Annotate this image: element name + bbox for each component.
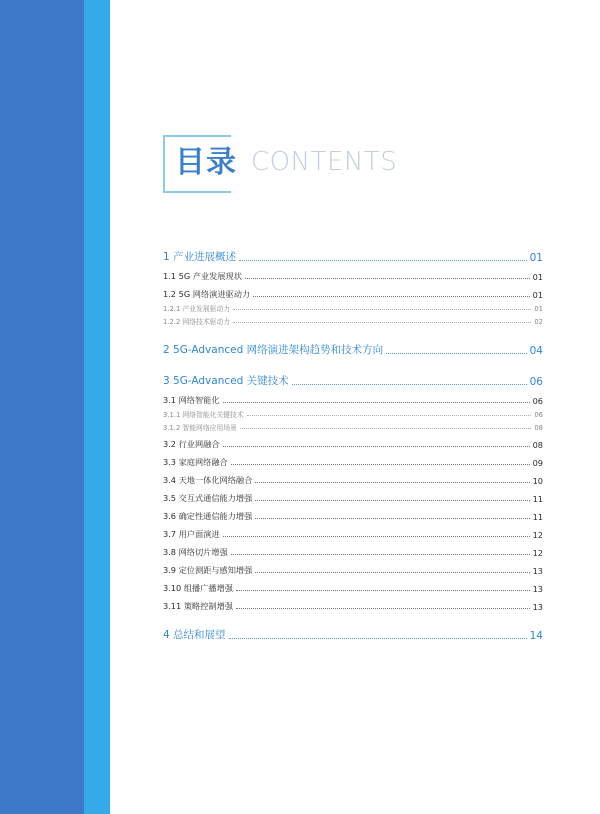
toc-entry-label: 4 总结和展望 xyxy=(163,629,226,641)
toc-entry-label: 3.2 行业网融合 xyxy=(163,439,220,449)
page-title-cn: 目录 xyxy=(175,145,237,180)
toc-dot-leader xyxy=(229,638,527,639)
toc-entry-label: 3.5 交互式通信能力增强 xyxy=(163,493,253,503)
toc-dot-leader xyxy=(255,518,529,519)
toc-entry-page: 01 xyxy=(532,272,543,282)
toc-entry-label: 3.1.2 智能网络应用场景 xyxy=(163,424,237,432)
toc-entry-label: 3.8 网络切片增强 xyxy=(163,547,228,557)
toc-dot-leader xyxy=(236,590,530,591)
toc-entry[interactable] xyxy=(163,388,543,406)
toc-entry-label: 1.2.2 网络技术驱动力 xyxy=(163,318,231,326)
toc-dot-leader xyxy=(292,384,527,385)
toc-entry-page: 01 xyxy=(529,252,543,264)
toc-entry-page: 08 xyxy=(532,440,543,450)
toc-entry-label: 3.3 家庭网络融合 xyxy=(163,457,228,467)
toc-entry-label: 3.1.1 网络智能化关键技术 xyxy=(163,411,244,419)
toc-dot-leader xyxy=(247,415,532,416)
toc-entry-page: 04 xyxy=(529,345,543,357)
toc-dot-leader xyxy=(223,536,530,537)
toc-entry[interactable] xyxy=(163,558,543,576)
toc-entry-page: 01 xyxy=(534,305,543,313)
toc-entry-label: 3.1 网络智能化 xyxy=(163,395,220,405)
toc-dot-leader xyxy=(231,464,530,465)
toc-entry[interactable] xyxy=(163,300,543,313)
toc-dot-leader xyxy=(223,402,530,403)
toc-entry-page: 02 xyxy=(534,318,543,326)
toc-entry-page: 09 xyxy=(532,458,543,468)
toc-entry[interactable] xyxy=(163,282,543,300)
toc-entry-page: 12 xyxy=(532,548,543,558)
toc-entry-page: 13 xyxy=(532,584,543,594)
toc-dot-leader xyxy=(386,353,527,354)
toc-entry-page: 10 xyxy=(532,476,543,486)
toc-entry-label: 3.10 组播广播增强 xyxy=(163,583,233,593)
toc-entry-page: 12 xyxy=(532,530,543,540)
toc-entry[interactable] xyxy=(163,576,543,594)
toc-entry[interactable] xyxy=(163,594,543,612)
toc-dot-leader xyxy=(233,309,531,310)
toc-entry[interactable] xyxy=(163,368,543,388)
toc-entry[interactable] xyxy=(163,337,543,357)
toc-dot-leader xyxy=(255,572,529,573)
toc-entry-page: 06 xyxy=(529,376,543,388)
left-dark-bar xyxy=(0,0,84,814)
toc-entry-page: 11 xyxy=(532,512,543,522)
toc-entry[interactable] xyxy=(163,622,543,642)
toc-entry-label: 3.7 用户面演进 xyxy=(163,529,220,539)
toc-entry[interactable] xyxy=(163,522,543,540)
toc-dot-leader xyxy=(239,260,527,261)
toc-entry[interactable] xyxy=(163,432,543,450)
toc-entry-page: 08 xyxy=(534,424,543,432)
toc-entry[interactable] xyxy=(163,264,543,282)
toc-entry[interactable] xyxy=(163,419,543,432)
toc-entry-label: 1.2 5G 网络演进驱动力 xyxy=(163,289,251,299)
toc-dot-leader xyxy=(255,500,529,501)
toc-dot-leader xyxy=(231,554,530,555)
toc-entry-label: 3.9 定位测距与感知增强 xyxy=(163,565,253,575)
toc-entry-page: 13 xyxy=(532,602,543,612)
toc-entry[interactable] xyxy=(163,244,543,264)
table-of-contents xyxy=(163,244,543,642)
toc-entry-label: 3.11 策略控制增强 xyxy=(163,601,233,611)
toc-dot-leader xyxy=(255,482,529,483)
page-title-en: CONTENTS xyxy=(251,147,398,177)
toc-dot-leader xyxy=(253,296,529,297)
toc-entry-page: 01 xyxy=(532,290,543,300)
toc-entry-label: 3.4 天地一体化网络融合 xyxy=(163,475,253,485)
toc-entry-label: 1 产业进展概述 xyxy=(163,251,237,263)
toc-entry[interactable] xyxy=(163,313,543,326)
toc-entry-page: 11 xyxy=(532,494,543,504)
toc-entry[interactable] xyxy=(163,450,543,468)
toc-dot-leader xyxy=(245,278,530,279)
toc-dot-leader xyxy=(240,428,532,429)
toc-entry-page: 14 xyxy=(529,630,543,642)
toc-entry[interactable] xyxy=(163,486,543,504)
toc-entry-page: 06 xyxy=(534,411,543,419)
toc-entry-label: 1.2.1 产业发展驱动力 xyxy=(163,305,231,313)
toc-entry[interactable] xyxy=(163,504,543,522)
toc-entry-label: 3 5G-Advanced 关键技术 xyxy=(163,375,289,387)
toc-entry-page: 06 xyxy=(532,396,543,406)
toc-entry[interactable] xyxy=(163,406,543,419)
toc-entry[interactable] xyxy=(163,540,543,558)
left-light-bar xyxy=(84,0,110,814)
toc-entry-label: 2 5G-Advanced 网络演进架构趋势和技术方向 xyxy=(163,344,384,356)
toc-dot-leader xyxy=(236,608,530,609)
toc-entry[interactable] xyxy=(163,468,543,486)
toc-entry-page: 13 xyxy=(532,566,543,576)
toc-entry-label: 1.1 5G 产业发展现状 xyxy=(163,271,242,281)
toc-dot-leader xyxy=(233,322,531,323)
toc-dot-leader xyxy=(223,446,530,447)
toc-entry-label: 3.6 确定性通信能力增强 xyxy=(163,511,253,521)
